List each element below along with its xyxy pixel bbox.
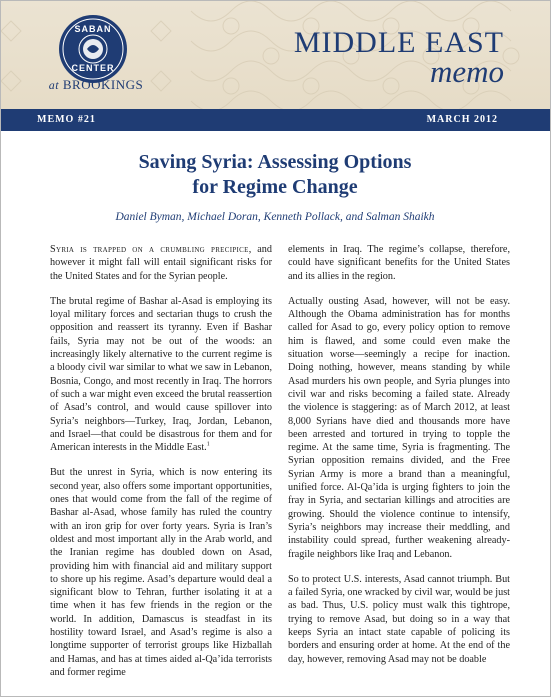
brand-title: MIDDLE EAST bbox=[293, 26, 504, 59]
title-line-2: for Regime Change bbox=[192, 176, 358, 198]
brookings-name: BROOKINGS bbox=[62, 77, 144, 92]
paragraph bbox=[50, 295, 272, 455]
paragraph-text: and however it might fall will entail significant risks for the United States and for the Syrian people. bbox=[50, 244, 272, 282]
paragraph bbox=[50, 466, 272, 679]
right-column bbox=[288, 243, 510, 678]
paragraph bbox=[288, 295, 510, 561]
memo-info-bar bbox=[1, 109, 550, 131]
paragraph-text: But the unrest in Syria, which is now entering its second year, also offers some important opportunities, ones that would come from the fall of the regime of Bashar al-Asad, whose family has ruled the country with an iron grip for over forty years. Syria is Iran’s oldest and most important ally in the Arab world, and the Iranian regime has doubled down on Asad, providing him with financial aid and military support to shore up his regime. Asad’s departure would deal a significant blow to Tehran, further isolating it at a time when it has few friends in the region or the world. In addition, Damascus is steadfast in its hostility toward Israel, and Asad’s regime is also a longtime supporter of terrorist groups like Hizballah and Hamas, and has at times aided al-Qa’ida terrorists and former regime bbox=[50, 467, 272, 678]
brand-subtitle: memo bbox=[429, 54, 504, 89]
seal-text bbox=[57, 13, 129, 85]
paragraph-text: The brutal regime of Bashar al-Asad is employing its loyal military forces and sectarian thugs to crush the opposition and reassert its tyranny. Even if Bashar fails, Syria may not be out of the woods: an increasingly likely alternative to the current regime is a bloody civil war similar to what we saw in Lebanon, Bosnia, Congo, and most recently in Iraq. The horrors of such a war might even exceed the brutal reassertion of Asad’s control, and would cause spillover into Syria’s neighbors—Turkey, Iraq, Jordan, Lebanon, and Israel—that could be disastrous for them and for American interests in the Middle East. bbox=[50, 295, 272, 454]
paragraph bbox=[50, 243, 272, 283]
document-title bbox=[40, 150, 510, 200]
title-line-1: Saving Syria: Assessing Options bbox=[138, 151, 412, 173]
saban-center-seal bbox=[57, 13, 129, 85]
footnote-marker[interactable]: 1 bbox=[206, 441, 210, 448]
paragraph-text: Actually ousting Asad, however, will not be easy. Although the Obama administration has for months called for Asad to go, every policy option to remove him is flawed, and some could even make the situation worse—seemingly a recipe for inaction. Doing nothing, however, means standing by while Asad murders his own people, and Syria plunges into civil war and risks becoming a failed state. Already the violence is staggering: as of March 2012, at least 8,000 Syrians have died and thousands more have been arrested and tortured in trying to topple the regime. At the same time, Syria is fragmenting. The Syrian opposition remains divided, and the Free Syrian Army is more a brand than a meaningful, unified force. Al-Qa’ida is urging fighters to join the fray in Syria, and sectarian killings and atrocities are growing. Should the violence continue to intensify, Syria’s neighbors may increase their meddling, and instability could spread, further weakening already-fragile neighbors like Iraq and Lebanon. bbox=[288, 295, 510, 560]
paragraph-text: elements in Iraq. The regime’s collapse, therefore, could have significant benefits for the United States and its allies in the region. bbox=[288, 244, 510, 282]
masthead bbox=[1, 1, 550, 109]
brookings-wordmark bbox=[31, 77, 161, 93]
seal-text-top: SABAN bbox=[74, 24, 112, 34]
memo-number: MEMO #21 bbox=[37, 114, 96, 125]
left-column bbox=[50, 243, 272, 691]
memo-date: MARCH 2012 bbox=[426, 114, 498, 125]
seal-text-bottom: CENTER bbox=[71, 63, 115, 73]
author-list: Daniel Byman, Michael Doran, Kenneth Pollack, and Salman Shaikh bbox=[115, 211, 435, 223]
lead-in: Syria is trapped on a crumbling precipice, bbox=[50, 244, 252, 255]
brookings-at: at bbox=[48, 78, 60, 92]
paragraph-text: So to protect U.S. interests, Asad cannot triumph. But a failed Syria, one wracked by civil war, would be just as bad. Thus, U.S. policy must walk this tightrope, trying to remove Asad, but doing so in a way that keeps Syria an intact state capable of policing its borders and ensuring order at home. At the end of the day, however, removing Asad may not be doable bbox=[288, 573, 510, 665]
paragraph bbox=[288, 573, 510, 666]
paragraph bbox=[288, 243, 510, 283]
